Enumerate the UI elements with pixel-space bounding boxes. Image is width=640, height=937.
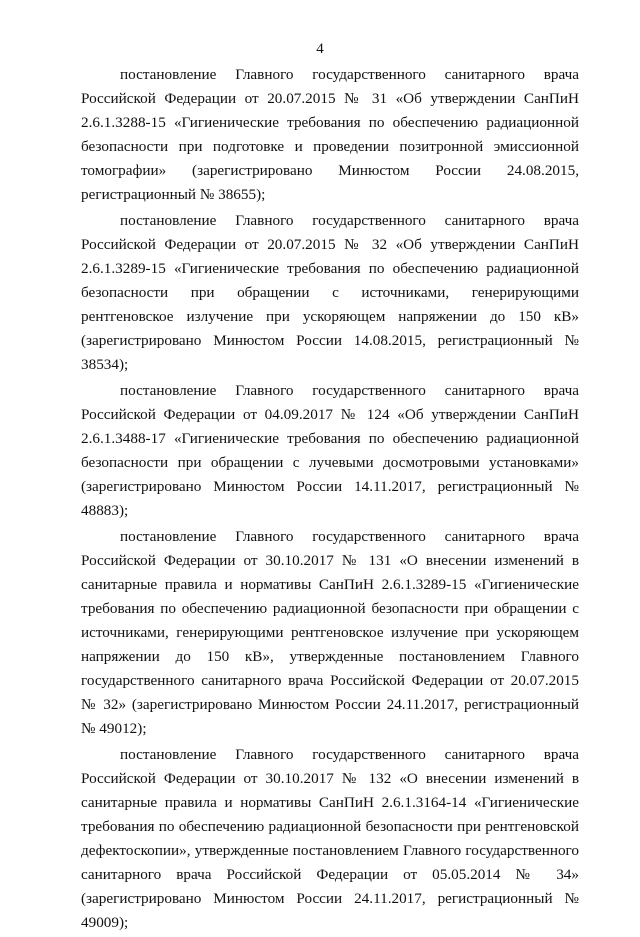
paragraph: постановление Главного государственного санитарного врача Российской Федерации от 30.10.2017 № 132 «О внесении изменений в санитарные правила и нормативы СанПиН 2.6.1.3164-14 «Гигиенические требования по обеспечению радиационной безопасности при рентгеновской дефектоскопии», утвержденные постановлением Главного государственного санитарного врача Российской Федерации от 05.05.2014 № 34» (зарегистрировано Минюстом России 24.11.2017, регистрационный № 49009); (81, 746, 579, 931)
paragraph: постановление Главного государственного санитарного врача Российской Федерации от 30.10.2017 № 131 «О внесении изменений в санитарные правила и нормативы СанПиН 2.6.1.3289-15 «Гигиенические требования по обеспечению радиационной безопасности при обращении с источниками, генерирующими рентгеновское излучение при ускоряющем напряжении до 150 кВ», утвержденные постановлением Главного государственного санитарного врача Российской Федерации от 20.07.2015 № 32» (зарегистрировано Минюстом России 24.11.2017, регистрационный № 49012); (81, 528, 579, 737)
paragraph: постановление Главного государственного санитарного врача Российской Федерации от 20.07.2015 № 31 «Об утверждении СанПиН 2.6.1.3288-15 «Гигиенические требования по обеспечению радиационной безопасности при подготовке и проведении позитронной эмиссионной томографии» (зарегистрировано Минюстом России 24.08.2015, регистрационный № 38655); (81, 66, 579, 203)
paragraph: постановление Главного государственного санитарного врача Российской Федерации от 20.07.2015 № 32 «Об утверждении СанПиН 2.6.1.3289-15 «Гигиенические требования по обеспечению радиационной безопасности при обращении с источниками, генерирующими рентгеновское излучение при ускоряющем напряжении до 150 кВ» (зарегистрировано Минюстом России 14.08.2015, регистрационный № 38534); (81, 212, 579, 373)
page-number: 4 (316, 41, 324, 57)
document-body (81, 63, 579, 937)
paragraph: постановление Главного государственного санитарного врача Российской Федерации от 04.09.2017 № 124 «Об утверждении СанПиН 2.6.1.3488-17 «Гигиенические требования по обеспечению радиационной безопасности при обращении с лучевыми досмотровыми установками» (зарегистрировано Минюстом России 14.11.2017, регистрационный № 48883); (81, 382, 579, 519)
